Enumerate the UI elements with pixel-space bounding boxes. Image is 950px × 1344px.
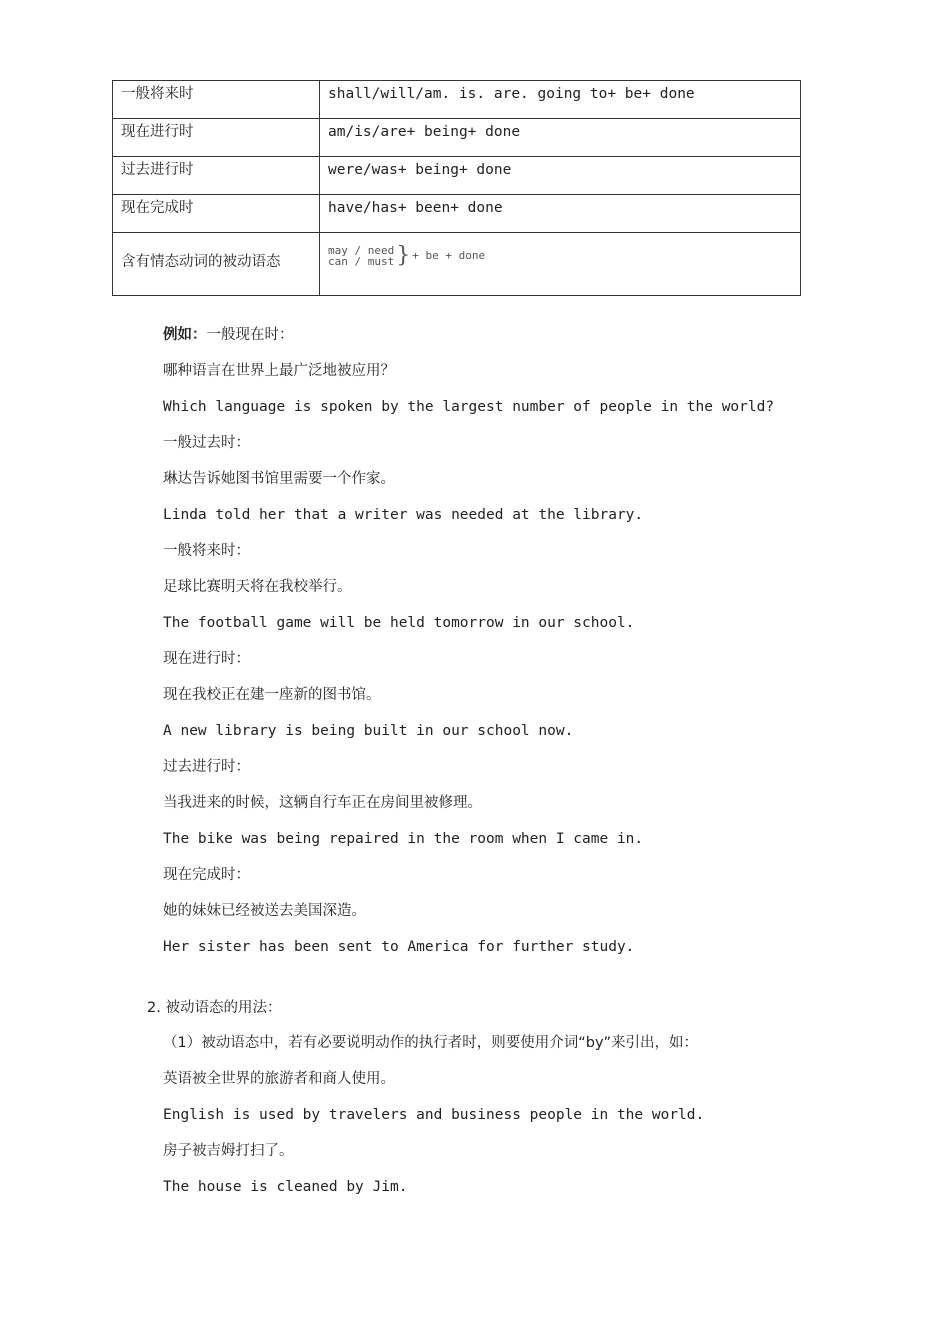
tense-name-cell bbox=[113, 233, 320, 296]
examples-intro bbox=[163, 325, 294, 345]
progressive-label: 现在进行时： bbox=[163, 651, 250, 667]
tense-name: 现在进行时 bbox=[121, 123, 194, 140]
modal-formula-tail: + be + done bbox=[412, 249, 486, 262]
usage-example-1-en: English is used by travelers and business people in the world. bbox=[163, 1107, 705, 1123]
tense-formula: were/was+ being+ done bbox=[328, 161, 512, 178]
tense-name: 一般将来时 bbox=[121, 85, 194, 102]
tense-formula: shall/will/am. is. are. going to+ be+ done bbox=[328, 85, 695, 102]
past-example-en: Linda told her that a writer was needed at the library. bbox=[163, 507, 644, 523]
passive-tense-table bbox=[112, 80, 801, 296]
tense-name-cell bbox=[113, 81, 320, 119]
future-label: 一般将来时： bbox=[163, 543, 250, 559]
usage-example-2-en: The house is cleaned by Jim. bbox=[163, 1179, 408, 1195]
table-row bbox=[113, 81, 801, 119]
tense-formula-cell bbox=[320, 157, 801, 195]
modal-verbs-bottom: can / must bbox=[328, 255, 395, 268]
usage-example-2-cn: 房子被吉姆打扫了。 bbox=[163, 1143, 294, 1159]
past-progressive-label: 过去进行时： bbox=[163, 759, 250, 775]
right-brace-icon: } bbox=[396, 243, 411, 268]
past-example-cn: 琳达告诉她图书馆里需要一个作家。 bbox=[163, 471, 395, 487]
tense-formula: am/is/are+ being+ done bbox=[328, 123, 521, 140]
past-progressive-example-cn: 当我进来的时候，这辆自行车正在房间里被修理。 bbox=[163, 795, 482, 811]
table-row bbox=[113, 233, 801, 296]
usage-example-1-cn: 英语被全世界的旅游者和商人使用。 bbox=[163, 1071, 395, 1087]
progressive-example-cn: 现在我校正在建一座新的图书馆。 bbox=[163, 687, 381, 703]
perfect-label: 现在完成时： bbox=[163, 867, 250, 883]
present-example-cn: 哪种语言在世界上最广泛地被应用？ bbox=[163, 363, 395, 379]
past-progressive-example-en: The bike was being repaired in the room when I came in. bbox=[163, 831, 644, 847]
future-example-cn: 足球比赛明天将在我校举行。 bbox=[163, 579, 352, 595]
tense-name: 现在完成时 bbox=[121, 199, 194, 216]
modal-verb-stack bbox=[328, 245, 394, 267]
tense-formula-cell bbox=[320, 195, 801, 233]
tense-formula: have/has+ been+ done bbox=[328, 199, 503, 216]
table-row bbox=[113, 119, 801, 157]
tense-formula-cell bbox=[320, 81, 801, 119]
tense-formula-cell bbox=[320, 233, 801, 296]
tense-name-cell bbox=[113, 195, 320, 233]
modal-formula bbox=[328, 245, 485, 267]
examples-intro-bold: 例如： bbox=[163, 327, 207, 343]
tense-name: 过去进行时 bbox=[121, 161, 194, 178]
perfect-example-en: Her sister has been sent to America for further study. bbox=[163, 939, 635, 955]
usage-section-title: 2. 被动语态的用法： bbox=[147, 1000, 282, 1016]
future-example-en: The football game will be held tomorrow in our school. bbox=[163, 615, 635, 631]
present-example-en: Which language is spoken by the largest number of people in the world? bbox=[163, 399, 775, 415]
perfect-example-cn: 她的妹妹已经被送去美国深造。 bbox=[163, 903, 366, 919]
past-label: 一般过去时： bbox=[163, 435, 250, 451]
progressive-example-en: A new library is being built in our school now. bbox=[163, 723, 574, 739]
tense-name-cell bbox=[113, 157, 320, 195]
examples-intro-rest: 一般现在时： bbox=[206, 327, 294, 343]
table-row bbox=[113, 157, 801, 195]
tense-name-cell bbox=[113, 119, 320, 157]
table-row bbox=[113, 195, 801, 233]
modal-verbs-top: may / need bbox=[328, 244, 395, 257]
tense-name: 含有情态动词的被动语态 bbox=[121, 254, 281, 270]
tense-formula-cell bbox=[320, 119, 801, 157]
usage-rule-1: （1）被动语态中，若有必要说明动作的执行者时，则要使用介词“by”来引出，如： bbox=[163, 1035, 699, 1051]
